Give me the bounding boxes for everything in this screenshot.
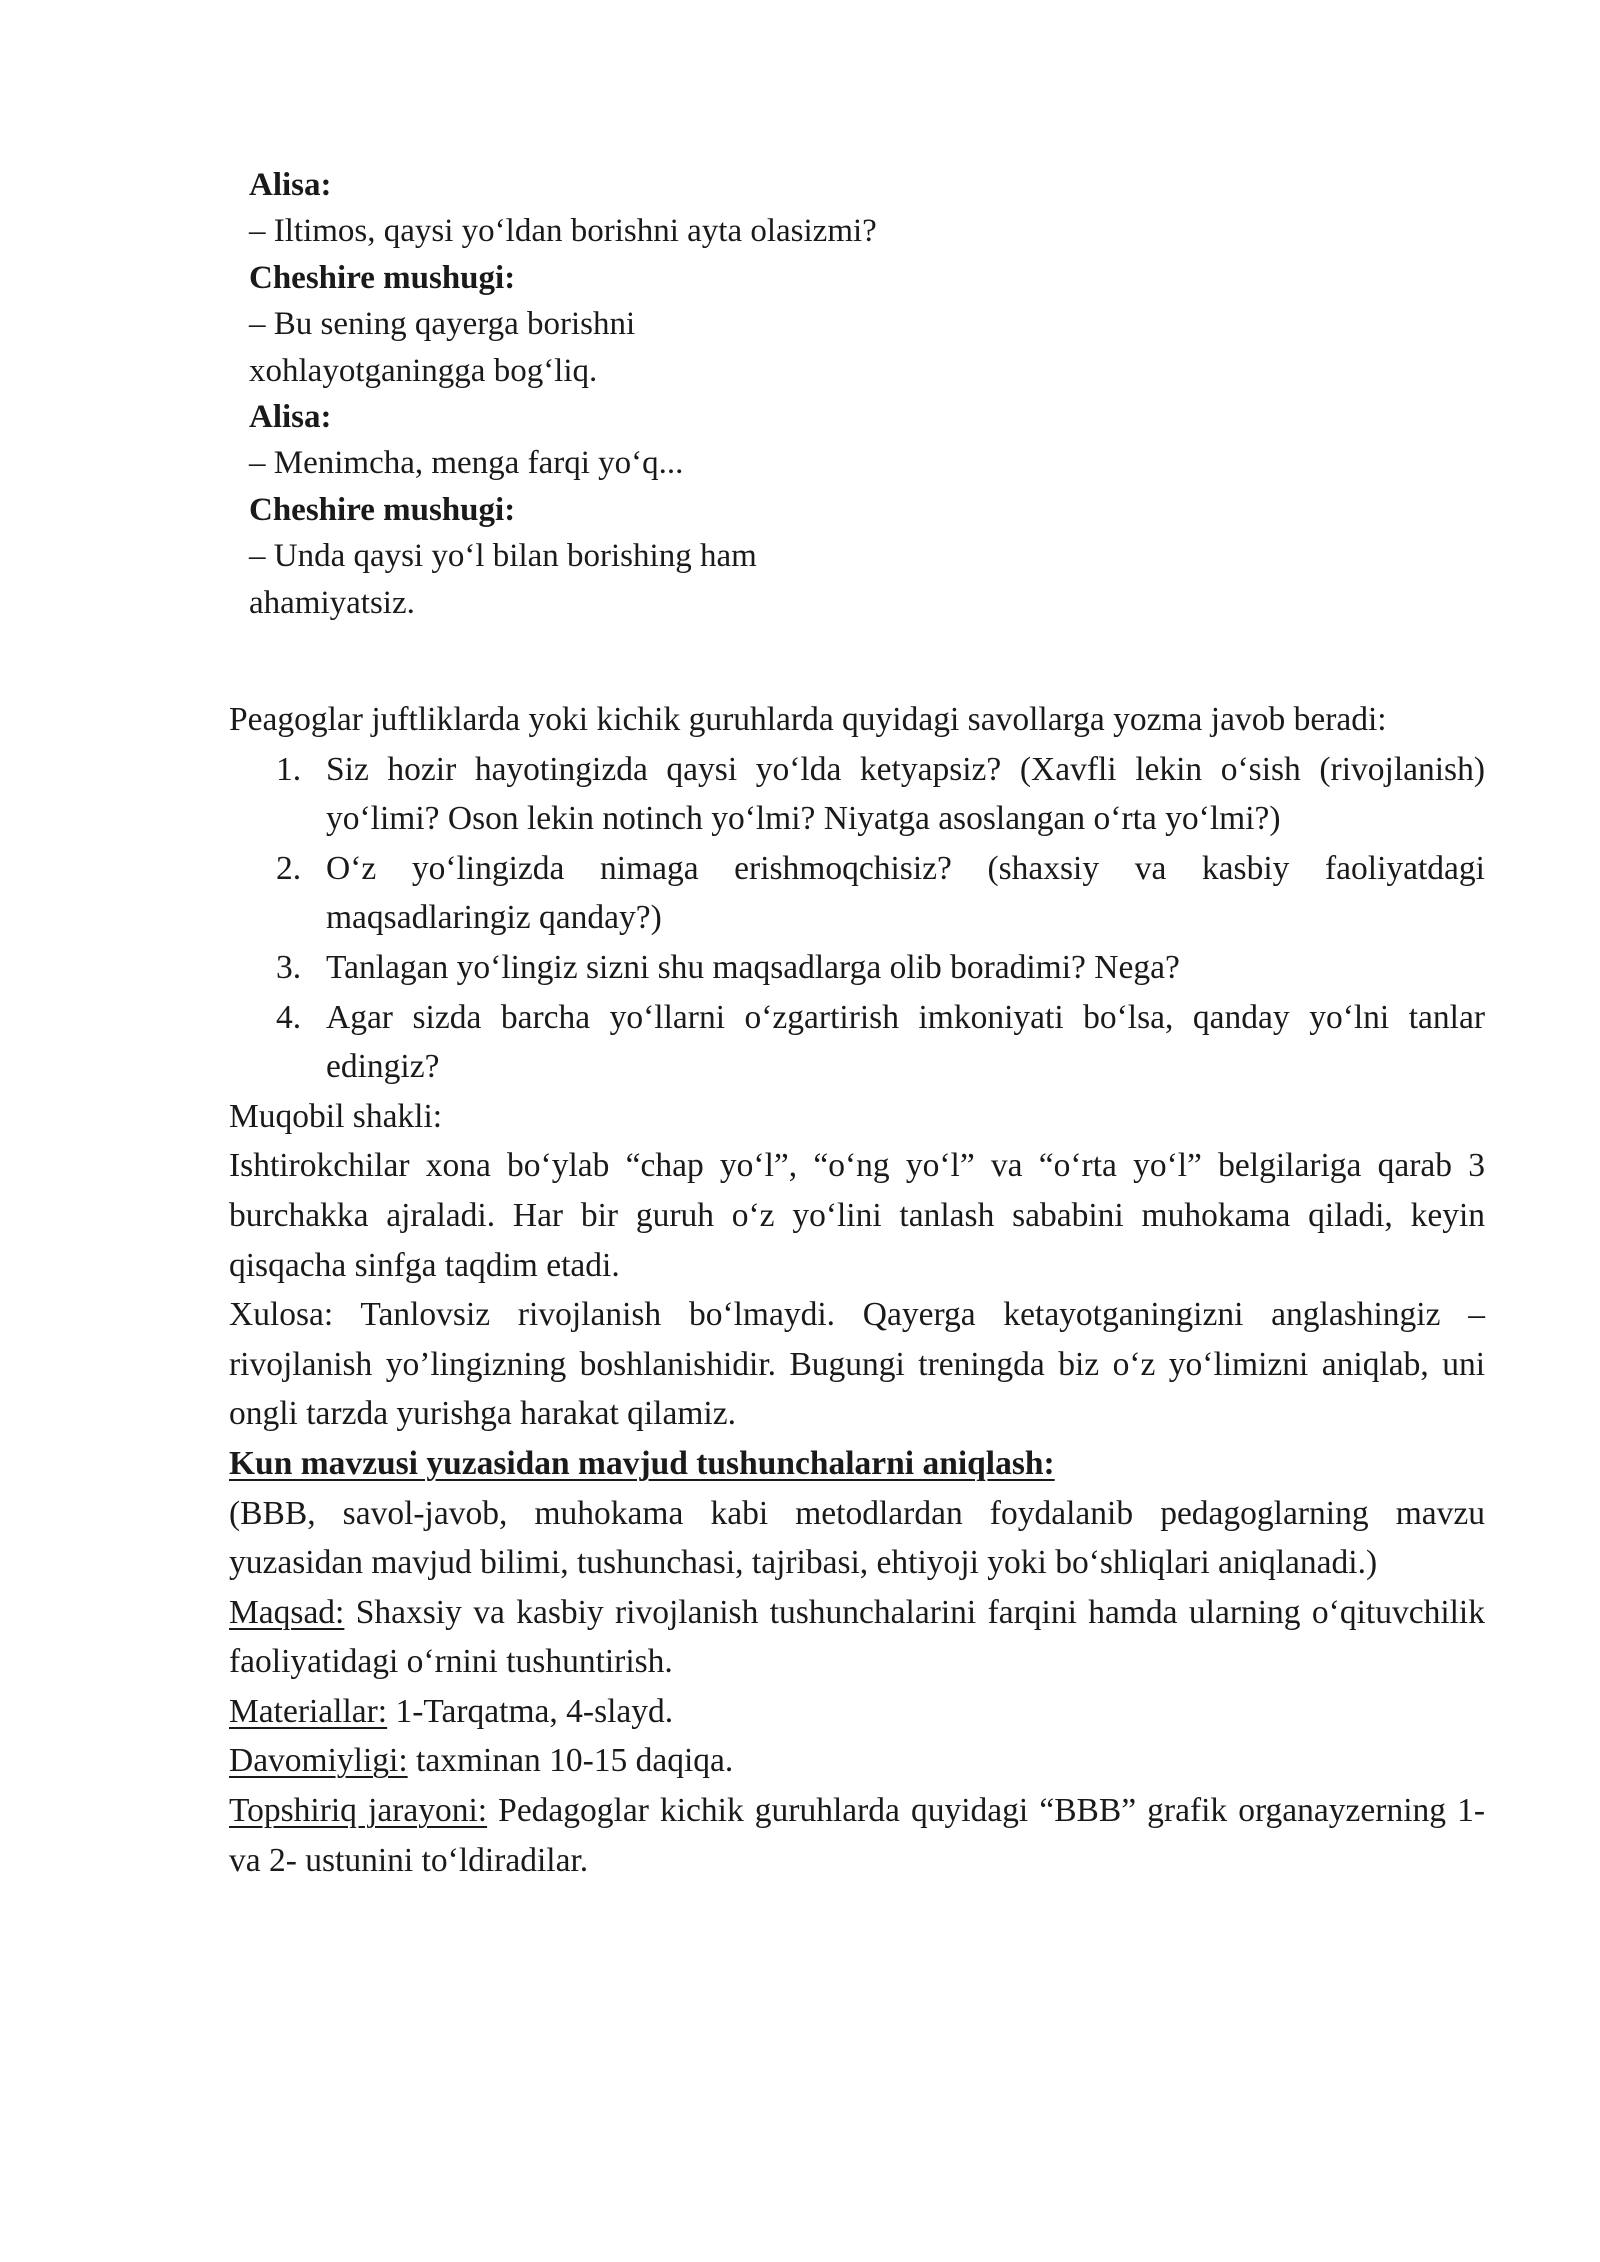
list-item-text: Agar sizda barcha yo‘llarni o‘zgartirish imkoniyati bo‘lsa, qanday yo‘lni tanlar edingiz? <box>326 998 1485 1086</box>
dialogue-block <box>249 162 969 626</box>
duration-paragraph <box>229 1736 1485 1786</box>
section-heading-line <box>229 1439 1485 1489</box>
task-text: Pedagoglar kichik guruhlarda quyidagi “BBB” grafik organayzerning 1- va 2- ustunini to‘ldiradilar. <box>229 1792 1485 1879</box>
section-heading: Kun mavzusi yuzasidan mavjud tushunchalarni aniqlash: <box>229 1444 1055 1482</box>
list-item-number: 4. <box>276 998 302 1036</box>
dialogue-line: – Bu sening qayerga borishni <box>249 306 636 343</box>
dialogue-line: ahamiyatsiz. <box>249 584 415 621</box>
duration-label: Davomiyligi: <box>229 1742 408 1780</box>
dialogue-speaker: Cheshire mushugi: <box>249 259 516 296</box>
conclusion-paragraph: Xulosa: Tanlovsiz rivojlanish bo‘lmaydi. Qayerga ketayotganingizni anglashingiz – rivojlanish yo’lingizning boshlanishidir. Bugungi treningda biz o‘z yo‘limizni aniqlab, uni ongli tarzda yurishga harakat qilamiz. <box>229 1296 1485 1433</box>
alternative-paragraph: Ishtirokchilar xona bo‘ylab “chap yo‘l”, “o‘ng yo‘l” va “o‘rta yo‘l” belgilariga qarab 3 burchakka ajraladi. Har bir guruh o‘z yo‘lini tanlash sababini muhokama qiladi, keyin qisqacha sinfga taqdim etadi. <box>229 1147 1485 1284</box>
goal-text: Shaxsiy va kasbiy rivojlanish tushunchalarini farqini hamda ularning o‘qituvchilik faoliyatidagi o‘rnini tushuntirish. <box>229 1593 1485 1681</box>
list-item <box>276 745 1485 844</box>
dialogue-line: – Menimcha, menga farqi yo‘q... <box>249 445 684 482</box>
duration-text: taxminan 10-15 daqiqa. <box>407 1742 734 1780</box>
alternative-title: Muqobil shakli: <box>229 1097 443 1135</box>
list-item-number: 2. <box>276 849 302 887</box>
section-intro-paragraph: (BBB, savol-javob, muhokama kabi metodlardan foydalanib pedagoglarning mavzu yuzasidan mavjud bilimi, tushunchasi, tajribasi, ehtiyoji yoki bo‘shliqlari aniqlanadi.) <box>229 1494 1485 1582</box>
dialogue-speaker: Cheshire mushugi: <box>249 491 516 528</box>
question-list <box>229 745 1485 1092</box>
list-item <box>276 844 1485 943</box>
list-item <box>276 943 1485 993</box>
goal-paragraph <box>229 1588 1485 1687</box>
task-paragraph <box>229 1786 1485 1885</box>
goal-label: Maqsad: <box>229 1593 345 1631</box>
main-text <box>229 695 1485 1885</box>
intro-paragraph: Peagoglar juftliklarda yoki kichik guruhlarda quyidagi savollarga yozma javob beradi: <box>229 701 1387 738</box>
task-label: Topshiriq jarayoni: <box>229 1792 488 1830</box>
list-item-text: O‘z yo‘lingizda nimaga erishmoqchisiz? (shaxsiy va kasbiy faoliyatdagi maqsadlaringiz qanday?) <box>326 849 1485 937</box>
list-item-number: 3. <box>276 948 302 986</box>
materials-label: Materiallar: <box>229 1692 388 1730</box>
dialogue-speaker: Alisa: <box>249 399 332 436</box>
list-item-text: Tanlagan yo‘lingiz sizni shu maqsadlarga olib boradimi? Nega? <box>326 948 1180 986</box>
list-item-text: Siz hozir hayotingizda qaysi yo‘lda ketyapsiz? (Xavfli lekin o‘sish (rivojlanish) yo‘limi? Oson lekin notinch yo‘lmi? Niyatga asoslangan o‘rta yo‘lmi?) <box>326 750 1485 838</box>
list-item-number: 1. <box>276 750 302 788</box>
list-item <box>276 993 1485 1092</box>
materials-text: 1-Tarqatma, 4-slayd. <box>387 1692 674 1730</box>
dialogue-line: – Iltimos, qaysi yo‘ldan borishni ayta olasizmi? <box>249 213 877 250</box>
dialogue-line: – Unda qaysi yo‘l bilan borishing ham <box>249 538 757 575</box>
dialogue-line: xohlayotganingga bog‘liq. <box>249 352 598 389</box>
materials-paragraph <box>229 1687 1485 1737</box>
dialogue-speaker: Alisa: <box>249 167 332 203</box>
